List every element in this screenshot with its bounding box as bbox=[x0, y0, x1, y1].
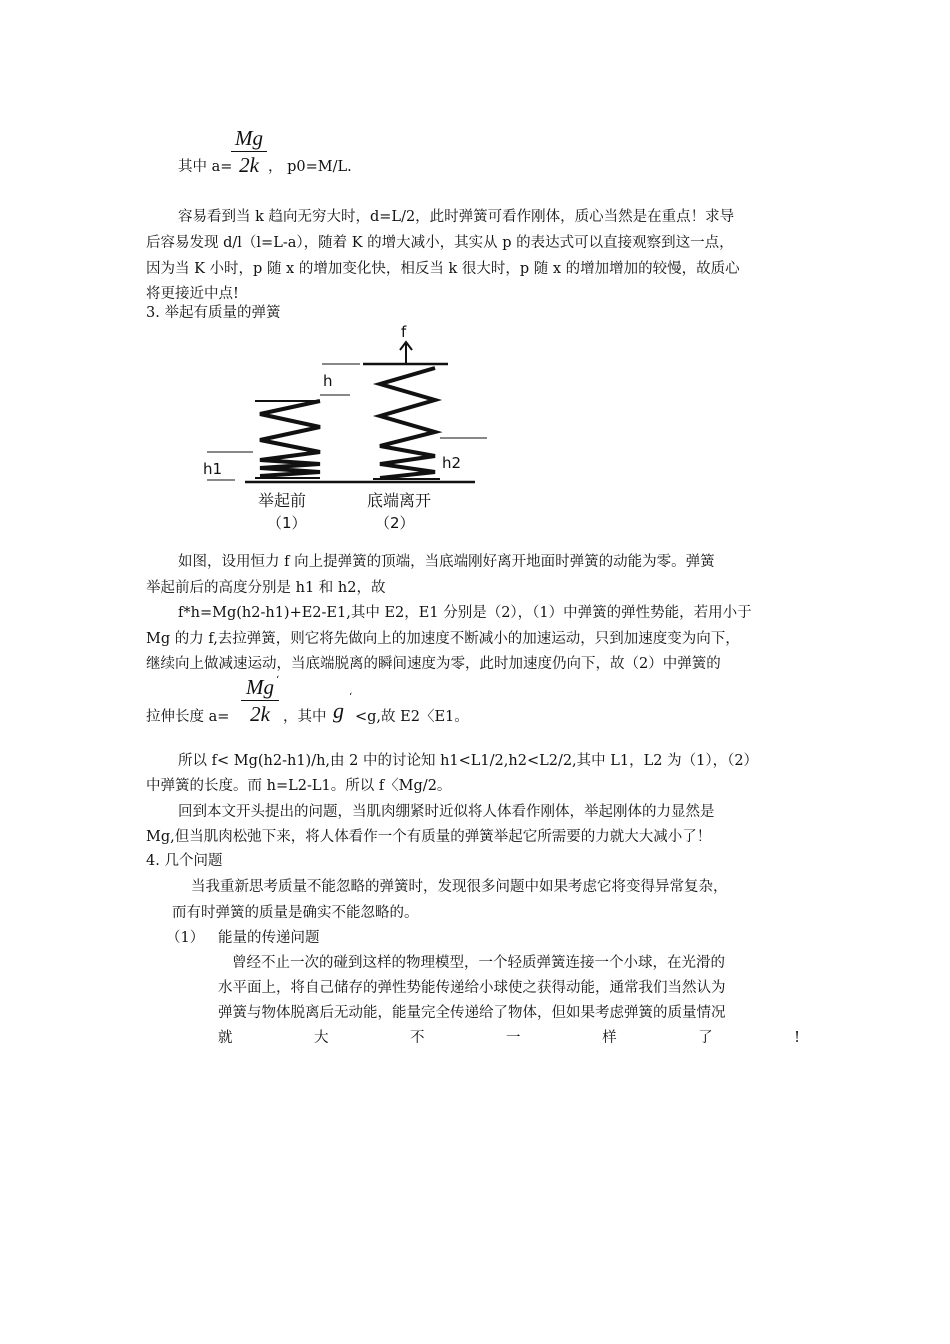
formula1-prefix: 其中 a= bbox=[178, 159, 233, 175]
formula2-prime-mark: ‘ bbox=[276, 675, 280, 686]
paragraph-line: 回到本文开头提出的问题，当肌肉绷紧时近似将人体看作刚体，举起刚体的力显然是 bbox=[178, 804, 715, 820]
fraction-denominator: 2k bbox=[239, 153, 259, 177]
paragraph-line: 如图，设用恒力 f 向上提弹簧的顶端，当底端刚好离开地面时弹簧的动能为零。弹簧 bbox=[178, 554, 715, 570]
fraction-mg-over-2k bbox=[241, 675, 279, 726]
fraction-denominator: 2k bbox=[250, 702, 270, 726]
justified-char: 不 bbox=[410, 1030, 425, 1046]
caption-number-1: （1） bbox=[267, 514, 307, 532]
caption-number-2: （2） bbox=[375, 514, 415, 532]
formula2-suffix: <g,故 E2〈E1。 bbox=[355, 709, 469, 725]
paragraph-line: 弹簧与物体脱离后无动能，能量完全传递给了物体，但如果考虑弹簧的质量情况 bbox=[218, 1005, 726, 1021]
fraction-numerator: Mg bbox=[246, 675, 274, 699]
h2-label: h2 bbox=[442, 454, 462, 472]
formula2-prefix: 拉伸长度 a= bbox=[146, 709, 230, 725]
paragraph-line: 继续向上做减速运动，当底端脱离的瞬间速度为零，此时加速度仍向下，故（2）中弹簧的 bbox=[146, 656, 721, 672]
caption-before-lifting: 举起前 bbox=[258, 491, 307, 510]
paragraph-line: 举起前后的高度分别是 h1 和 h2，故 bbox=[146, 580, 386, 596]
spring-lifting-figure bbox=[195, 322, 505, 542]
justified-char: 了 bbox=[698, 1030, 713, 1046]
caption-bottom-leaves: 底端离开 bbox=[367, 491, 432, 510]
justified-char: 样 bbox=[602, 1030, 617, 1046]
justified-char: 大 bbox=[314, 1030, 329, 1046]
formula2-middle: ，其中 bbox=[283, 709, 327, 725]
justified-char: 就 bbox=[218, 1030, 233, 1046]
paragraph-line: Mg,但当肌肉松弛下来，将人体看作一个有质量的弹簧举起它所需要的力就大大减小了！ bbox=[146, 829, 712, 845]
g-prime-mark: ‘ bbox=[349, 692, 353, 703]
right-spring-coil bbox=[380, 368, 435, 478]
g-prime-symbol: g bbox=[333, 698, 344, 723]
paragraph-line: 因为当 K 小时，p 随 x 的增加变化快，相反当 k 很大时，p 随 x 的增加增加的较慢，故质心 bbox=[146, 261, 740, 277]
paragraph-line: 中弹簧的长度。而 h=L2-L1。所以 f〈Mg/2。 bbox=[146, 778, 452, 794]
h1-label: h1 bbox=[203, 460, 223, 478]
section-heading: 4. 几个问题 bbox=[146, 853, 223, 869]
left-spring-coil bbox=[260, 401, 320, 476]
justified-char: 一 bbox=[506, 1030, 521, 1046]
force-label: f bbox=[401, 323, 407, 341]
paragraph-line: 而有时弹簧的质量是确实不能忽略的。 bbox=[172, 905, 419, 921]
fraction-mg-over-2k bbox=[231, 126, 267, 177]
paragraph-line: f*h=Mg(h2-h1)+E2-E1,其中 E2，E1 分别是（2），（1）中弹簧的弹性势能，若用小于 bbox=[178, 605, 752, 621]
paragraph-line: 将更接近中点! bbox=[146, 286, 239, 302]
fraction-bar bbox=[241, 700, 279, 701]
paragraph-last-line-justified bbox=[218, 1025, 800, 1051]
paragraph-line: 容易看到当 k 趋向无穷大时，d=L/2，此时弹簧可看作刚体，质心当然是在重点！求导 bbox=[178, 209, 735, 225]
formula1-suffix: ， p0=M/L. bbox=[268, 159, 352, 175]
subsection-title: 能量的传递问题 bbox=[218, 930, 320, 946]
paragraph-line: Mg 的力 f,去拉弹簧，则它将先做向上的加速度不断减小的加速运动，只到加速度变为向下， bbox=[146, 631, 740, 647]
paragraph-line: 所以 f< Mg(h2-h1)/h,由 2 中的讨论知 h1<L1/2,h2<L2/2,其中 L1，L2 为（1），（2） bbox=[178, 753, 759, 769]
paragraph-line: 水平面上，将自己储存的弹性势能传递给小球使之获得动能，通常我们当然认为 bbox=[218, 980, 726, 996]
fraction-numerator: Mg bbox=[235, 126, 263, 150]
subsection-number: （1） bbox=[166, 930, 205, 946]
paragraph-line: 当我重新思考质量不能忽略的弹簧时，发现很多问题中如果考虑它将变得异常复杂， bbox=[191, 879, 728, 895]
paragraph-line: 曾经不止一次的碰到这样的物理模型，一个轻质弹簧连接一个小球，在光滑的 bbox=[232, 955, 725, 971]
section-heading: 3. 举起有质量的弹簧 bbox=[146, 305, 281, 321]
h-label: h bbox=[323, 372, 333, 390]
justified-char: ! bbox=[794, 1030, 800, 1046]
fraction-bar bbox=[231, 151, 267, 152]
paragraph-line: 后容易发现 d/l（l=L-a），随着 K 的增大减小，其实从 p 的表达式可以直接观察到这一点， bbox=[146, 235, 734, 251]
